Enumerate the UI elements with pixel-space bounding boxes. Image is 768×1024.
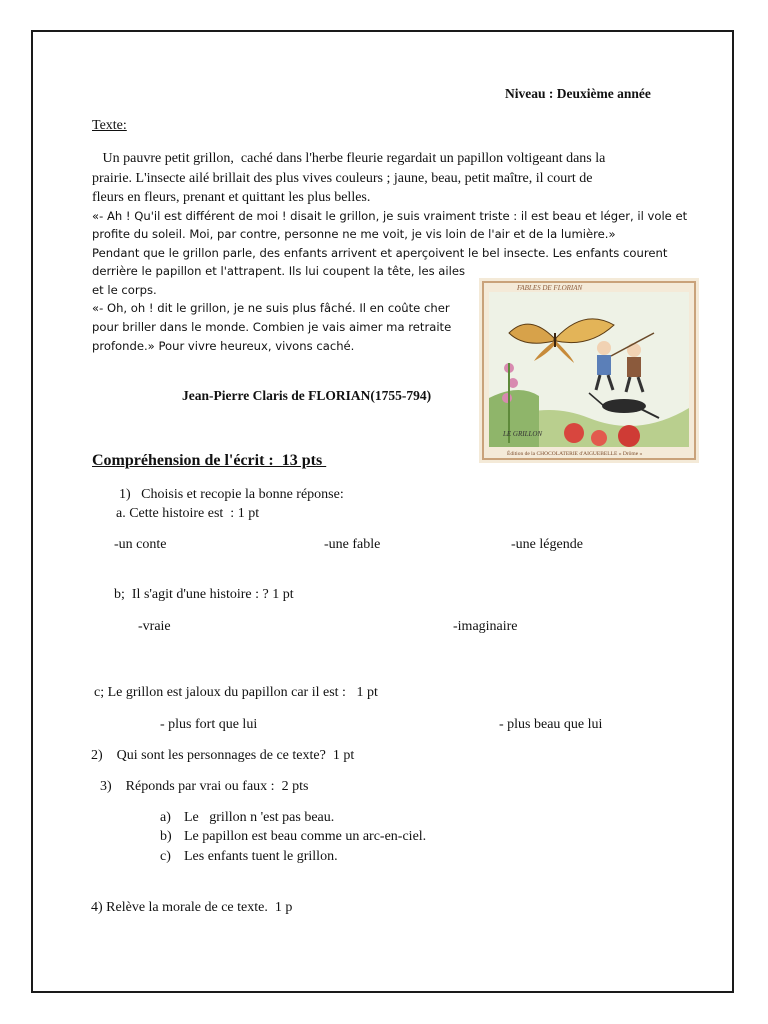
option-imaginaire: -imaginaire — [453, 619, 518, 634]
list-marker: a) — [160, 810, 171, 825]
story-line: fleurs en fleurs, prenant et quittant les plus belles. — [92, 190, 371, 205]
fable-illustration — [479, 278, 699, 463]
question-1a: a. Cette histoire est : 1 pt — [116, 506, 260, 521]
option-legende: -une légende — [511, 537, 583, 552]
illustration-top-caption: FABLES DE FLORIAN — [517, 284, 583, 292]
dialog-line: profonde.» Pour vivre heureux, vivons caché. — [92, 339, 355, 353]
list-item — [160, 829, 426, 845]
list-item-text: Le grillon n 'est pas beau. — [184, 810, 335, 825]
dialog-line: et le corps. — [92, 283, 157, 297]
list-marker: c) — [160, 849, 171, 864]
story-line: prairie. L'insecte ailé brillait des plus vives couleurs ; jaune, beau, petit maître, il court de — [92, 170, 593, 186]
option-fable: -une fable — [324, 537, 381, 552]
story-paragraph — [92, 149, 605, 208]
illustration-bottom-caption: Édition de la CHOCOLATERIE d'AIGUEBELLE « Drôme » — [507, 451, 643, 457]
option-conte: -un conte — [114, 537, 167, 552]
option-plus-beau: - plus beau que lui — [499, 717, 603, 732]
question-1: 1) Choisis et recopie la bonne réponse: — [119, 487, 344, 502]
dialog-line: pour briller dans le monde. Combien je vais aimer ma retraite — [92, 320, 452, 334]
question-4: 4) Relève la morale de ce texte. 1 p — [91, 900, 293, 915]
illustration-label: LE GRILLON — [503, 430, 543, 438]
question-3: 3) Réponds par vrai ou faux : 2 pts — [100, 779, 309, 794]
text-label: Texte: — [92, 118, 127, 133]
list-marker: b) — [160, 829, 172, 844]
list-item — [160, 810, 334, 826]
level-heading: Niveau : Deuxième année — [505, 86, 651, 101]
author-credit: Jean-Pierre Claris de FLORIAN(1755-794) — [182, 388, 432, 403]
question-1c: c; Le grillon est jaloux du papillon car il est : 1 pt — [94, 685, 378, 700]
option-plus-fort: - plus fort que lui — [160, 717, 258, 732]
story-line: Un pauvre petit grillon, caché dans l'herbe fleurie regardait un papillon voltigeant dans la — [92, 151, 606, 166]
option-vraie: -vraie — [138, 619, 171, 634]
question-2: 2) Qui sont les personnages de ce texte? 1 pt — [91, 748, 355, 763]
dialog-line: derrière le papillon et l'attrapent. Ils lui coupent la tête, les ailes — [92, 264, 466, 278]
list-item-text: Les enfants tuent le grillon. — [184, 849, 338, 864]
question-1b: b; Il s'agit d'une histoire : ? 1 pt — [114, 587, 294, 602]
comprehension-title: Compréhension de l'écrit : 13 pts — [92, 452, 327, 469]
dialog-line: «- Ah ! Qu'il est différent de moi ! disait le grillon, je suis vraiment triste : il est beau et léger, il vole et — [92, 209, 688, 223]
dialog-line: Pendant que le grillon parle, des enfants arrivent et aperçoivent le bel insecte. Les enfants courent — [92, 246, 668, 260]
list-item-text: Le papillon est beau comme un arc-en-ciel. — [184, 829, 427, 844]
dialog-line: profite du soleil. Moi, par contre, personne ne me voit, je vis loin de l'air et de la lumière.» — [92, 227, 616, 241]
list-item — [160, 849, 338, 865]
dialog-line: «- Oh, oh ! dit le grillon, je ne suis plus fâché. Il en coûte cher — [92, 301, 450, 315]
